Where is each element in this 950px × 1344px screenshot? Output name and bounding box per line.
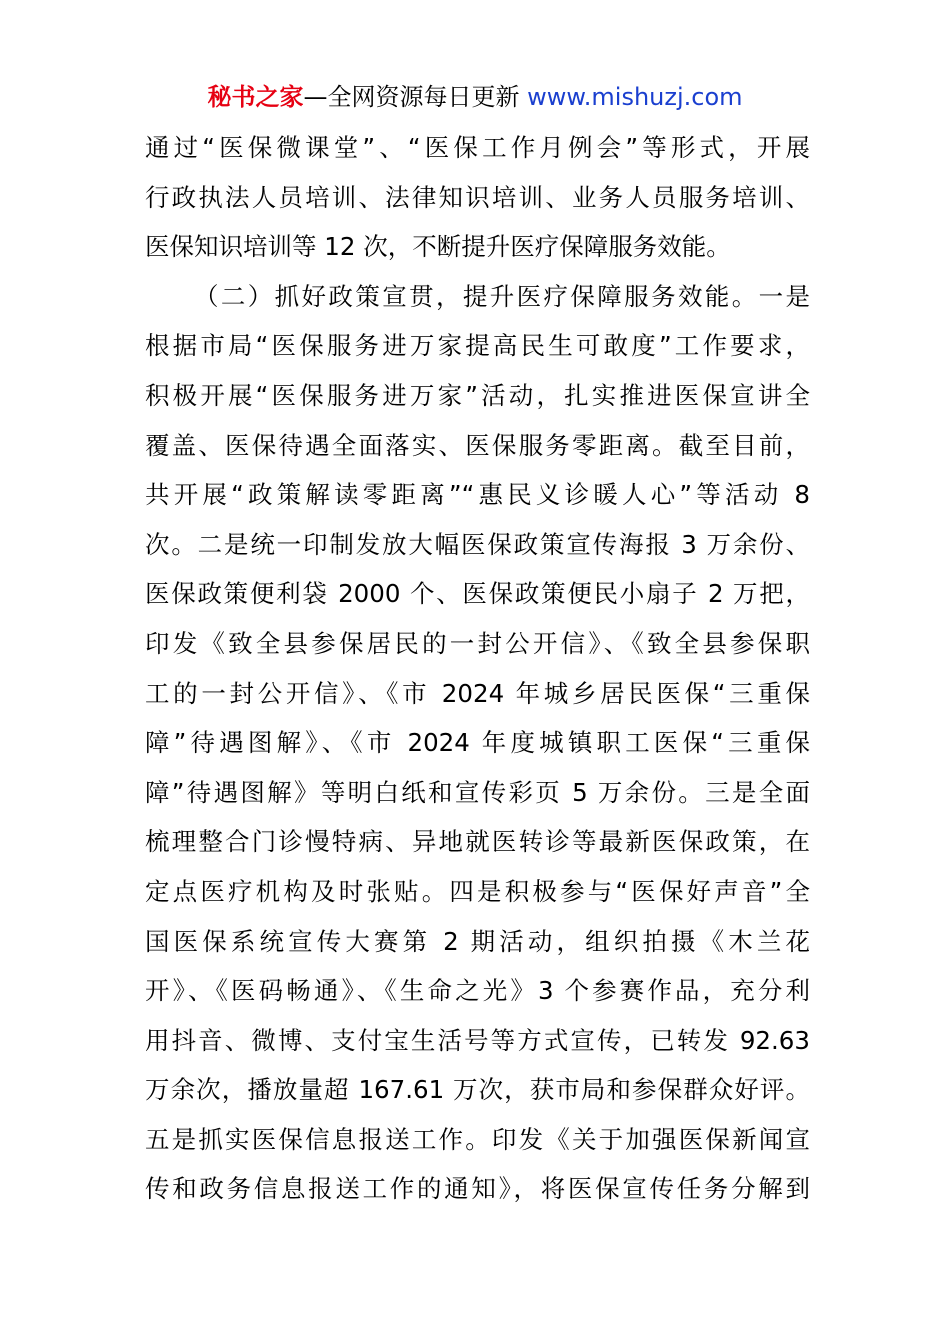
text-line: 障”待遇图解》等明白纸和宣传彩页 5 万余份。三是全面 xyxy=(145,777,810,807)
site-tagline: —全网资源每日更新 xyxy=(303,83,520,111)
site-brand: 秘书之家 xyxy=(207,83,304,111)
text-line: 用抖音、微博、支付宝生活号等方式宣传，已转发 92.63 xyxy=(145,1025,810,1055)
text-line: 障”待遇图解》、《市 2024 年度城镇职工医保“三重保 xyxy=(145,728,810,758)
text-line: 梳理整合门诊慢特病、异地就医转诊等最新医保政策，在 xyxy=(145,827,810,857)
text-line: 工的一封公开信》、《市 2024 年城乡居民医保“三重保 xyxy=(145,678,810,708)
text-line: 积极开展“医保服务进万家”活动，扎实推进医保宣讲全 xyxy=(145,380,810,410)
text-line: 五是抓实医保信息报送工作。印发《关于加强医保新闻宣 xyxy=(145,1124,810,1154)
site-header xyxy=(0,80,950,114)
site-url-link[interactable]: www.mishuzj.com xyxy=(527,83,743,111)
text-line: 万余次，播放量超 167.61 万次，获市局和参保群众好评。 xyxy=(145,1075,810,1105)
text-line: 根据市局“医保服务进万家提高民生可敢度”工作要求， xyxy=(145,331,810,361)
text-line: 国医保系统宣传大赛第 2 期活动，组织拍摄《木兰花 xyxy=(145,926,810,956)
text-line: 行政执法人员培训、法律知识培训、业务人员服务培训、 xyxy=(145,182,810,212)
section-heading-line: （二）抓好政策宣贯，提升医疗保障服务效能。一是 xyxy=(194,281,810,311)
document-body xyxy=(145,123,810,1214)
text-line: 传和政务信息报送工作的通知》，将医保宣传任务分解到 xyxy=(145,1174,810,1204)
text-line: 开》、《医码畅通》、《生命之光》3 个参赛作品，充分利 xyxy=(145,976,810,1006)
text-line: 次。二是统一印制发放大幅医保政策宣传海报 3 万余份、 xyxy=(145,529,810,559)
text-line: 共开展“政策解读零距离”“惠民义诊暖人心”等活动 8 xyxy=(145,480,810,510)
text-line: 印发《致全县参保居民的一封公开信》、《致全县参保职 xyxy=(145,628,810,658)
text-line: 定点医疗机构及时张贴。四是积极参与“医保好声音”全 xyxy=(145,876,810,906)
text-line: 通过“医保微课堂”、“医保工作月例会”等形式，开展 xyxy=(145,133,810,162)
text-line: 医保政策便利袋 2000 个、医保政策便民小扇子 2 万把， xyxy=(145,579,810,609)
text-line-paragraph-end: 医保知识培训等 12 次，不断提升医疗保障服务效能。 xyxy=(145,232,731,262)
text-line: 覆盖、医保待遇全面落实、医保服务零距离。截至目前， xyxy=(145,430,810,460)
